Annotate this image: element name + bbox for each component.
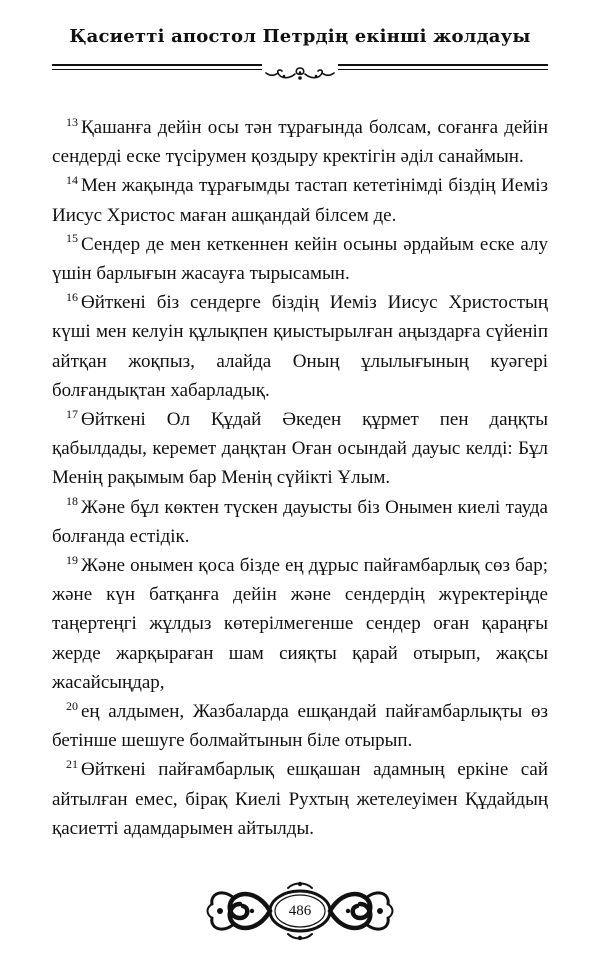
verse-number: 13 xyxy=(66,114,78,129)
verse-15 xyxy=(52,230,548,288)
verse-19 xyxy=(52,551,548,697)
verse-14 xyxy=(52,171,548,229)
verse-text: Мен жақында тұрағымды тастап кететінімді біздің Иеміз Иисус Христос маған ашқандай білсем де. xyxy=(52,175,548,226)
verse-number: 16 xyxy=(66,289,78,304)
verse-text: ең алдымен, Жазбаларда ешқандай пайғамбарлықты өз бетінше шешуге болмайтынын біле отырып. xyxy=(52,701,548,752)
verse-number: 15 xyxy=(66,231,78,246)
verse-16 xyxy=(52,288,548,405)
verse-text: Және онымен қоса бізде ең дұрыс пайғамбарлық сөз бар; және күн батқанға дейін және сендердің жүректеріңде таңертеңгі жұлдыз көтерілмегенше сендер оған қараңғы жерде жарқыраған шам сияқты қарай отырып, жақсы жасайсыңдар, xyxy=(52,555,548,693)
verse-number: 21 xyxy=(66,757,78,772)
verse-number: 17 xyxy=(66,406,78,421)
verse-number: 19 xyxy=(66,552,78,567)
scripture-body xyxy=(52,113,548,843)
verse-text: Сендер де мен кеткеннен кейін осыны әрдайым еске алу үшін барлығын жасауға тырысамын. xyxy=(52,233,548,285)
verse-13 xyxy=(52,113,548,171)
verse-21 xyxy=(52,755,548,843)
verse-18 xyxy=(52,493,548,551)
verse-number: 20 xyxy=(66,698,78,713)
verse-text: Және бұл көктен түскен дауысты біз Онымен киелі тауда болғанда естідік. xyxy=(52,496,548,547)
verse-20 xyxy=(52,697,548,755)
verse-text: Өйткені біз сендерге біздің Иеміз Иисус Христостың күші мен келуін құлықпен қиыстырылған аңыздарға сүйеніп айтқан жоқпыз, алайда Оның ұлылығының куәгері болғандықтан хабарладық. xyxy=(52,292,548,401)
verse-text: Өйткені Ол Құдай Әкеден құрмет пен даңқты қабылдады, керемет даңқтан Оған осындай дауыс келді: Бұл Менің рақымым бар Менің сүйікті Ұлым. xyxy=(52,409,548,489)
verse-17 xyxy=(52,405,548,493)
verse-number: 14 xyxy=(66,173,78,188)
page-number: 486 xyxy=(288,903,312,919)
running-header: Қасиетті апостол Петрдің екінші жолдауы xyxy=(69,26,531,47)
floral-flourish-icon xyxy=(262,64,338,84)
verse-text: Қашанға дейін осы тән тұрағында болсам, соғанға дейін сендерді еске түсірумен қоздыру кректігін әділ санаймын. xyxy=(52,117,548,168)
verse-text: Өйткені пайғамбарлық ешқашан адамның еркіне сай айтылған емес, бірақ Киелі Рухтың жетелеуімен Құдайдың қасиетті адамдарымен айтылды. xyxy=(52,759,548,839)
verse-number: 18 xyxy=(66,494,78,509)
